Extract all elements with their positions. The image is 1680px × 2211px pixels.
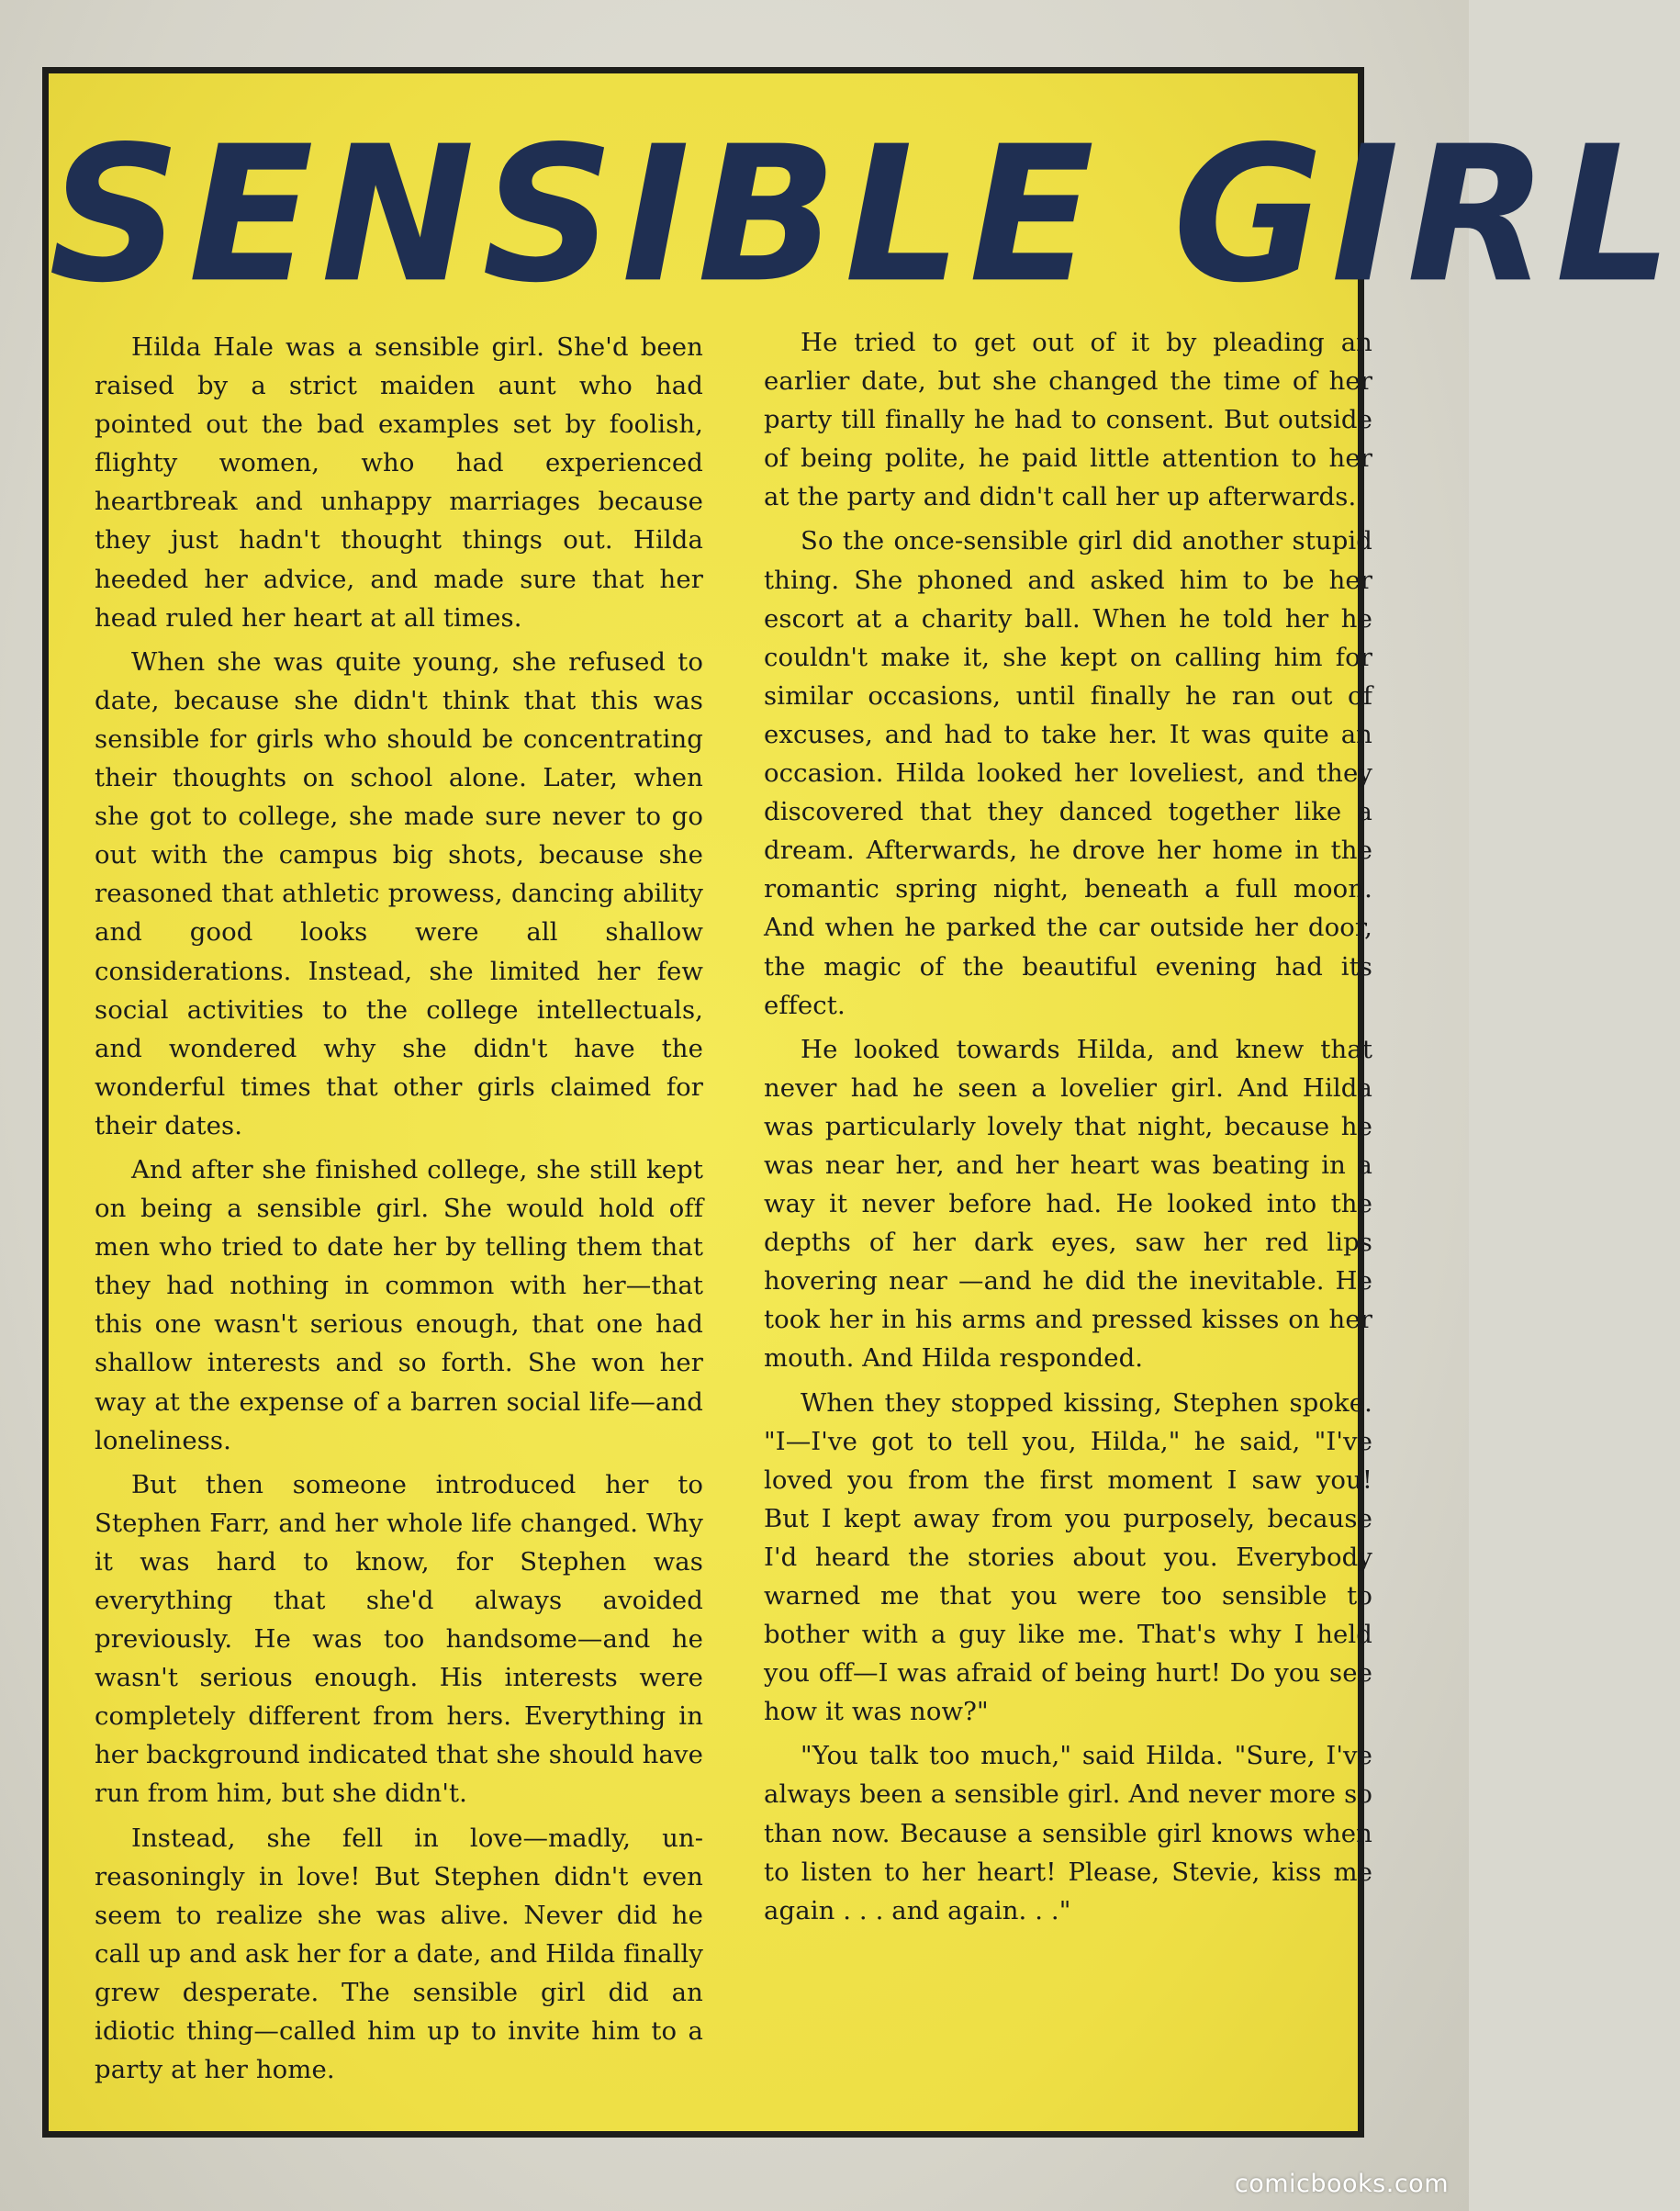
left-column <box>95 328 703 2094</box>
paragraph: Instead, she fell in love—madly, unreasoningly in love! But Stephen didn't even seem to realize she was alive. Never did he call up and ask her for a date, and Hilda finally grew desperate. The sensible girl did an idiotic thing—called him up to invite him to a party at her home. <box>95 1823 703 2085</box>
paragraph: "You talk too much," said Hilda. "Sure, I've always been a sensible girl. And never more so than now. Because a sensible girl knows when to listen to her heart! Please, Stevie, kiss me again . . . and again. . ." <box>764 1741 1372 1925</box>
paragraph: But then someone introduced her to Stephen Farr, and her whole life changed. Why it was hard to know, for Stephen was everything that she'd always avoided previously. He was too handsome—and he wasn't serious enough. His interests were completely different from hers. Everything in her background indicated that she should have run from him, but she didn't. <box>95 1469 703 1809</box>
paragraph: And after she finished college, she still kept on being a sensible girl. She would hold off men who tried to date her by telling them that they had nothing in common with her—that this one wasn't serious enough, that one had shallow interests and so forth. She won her way at the expense of a barren social life—and loneliness. <box>95 1154 703 1455</box>
story-title: SENSIBLE GIRL <box>49 106 1680 325</box>
paragraph: When she was quite young, she refused to date, because she didn't think that this was sensible for girls who should be concentrating their thoughts on school alone. Later, when she got to college, she made sure never to go out with the campus big shots, because she reasoned that athletic prowess, dancing ability and good looks were all shallow considerations. Instead, she limited her few social activities to the college intellectuals, and wondered why she didn't have the wonderful times that other girls claimed for their dates. <box>95 646 703 1140</box>
paragraph: When they stopped kissing, Stephen spoke. "I—I've got to tell you, Hilda," he said, "I've loved you from the first moment I saw you! But I kept away from you purposely, because I'd heard the stories about you. Everybody warned me that you were too sensible to bother with a guy like me. That's why I held you off—I was afraid of being hurt! Do you see how it was now?" <box>764 1387 1372 1727</box>
watermark: comicbooks.com <box>1234 2170 1449 2198</box>
right-column <box>764 323 1372 1936</box>
paragraph: He looked towards Hilda, and knew that never had he seen a lovelier girl. And Hilda was particularly lovely that night, because he was near her, and her heart was beating in a way it never before had. He looked into the depths of her dark eyes, saw her red lips hovering near —and he did the inevitable. He took her in his arms and pressed kisses on her mouth. And Hilda responded. <box>764 1034 1372 1374</box>
paragraph: Hilda Hale was a sensible girl. She'd been raised by a strict maiden aunt who had pointed out the bad examples set by foolish, flighty women, who had experienced heartbreak and unhappy marriages because they just hadn't thought things out. Hilda heeded her advice, and made sure that her head ruled her heart at all times. <box>95 332 703 633</box>
paragraph: So the once-sensible girl did another stupid thing. She phoned and asked him to be her escort at a charity ball. When he told her he couldn't make it, she kept on calling him for similar occasions, until finally he ran out of excuses, and had to take her. It was quite an occasion. Hilda looked her loveliest, and they discovered that they danced together like a dream. Afterwards, he drove her home in the romantic spring night, beneath a full moon. And when he parked the car outside her door, the magic of the beautiful evening had its effect. <box>764 526 1372 1020</box>
story-panel <box>42 67 1680 2138</box>
paragraph: He tried to get out of it by pleading an earlier date, but she changed the time of her party till finally he had to consent. But outside of being polite, he paid little attention to her at the party and didn't call her up afterwards. <box>764 328 1372 512</box>
